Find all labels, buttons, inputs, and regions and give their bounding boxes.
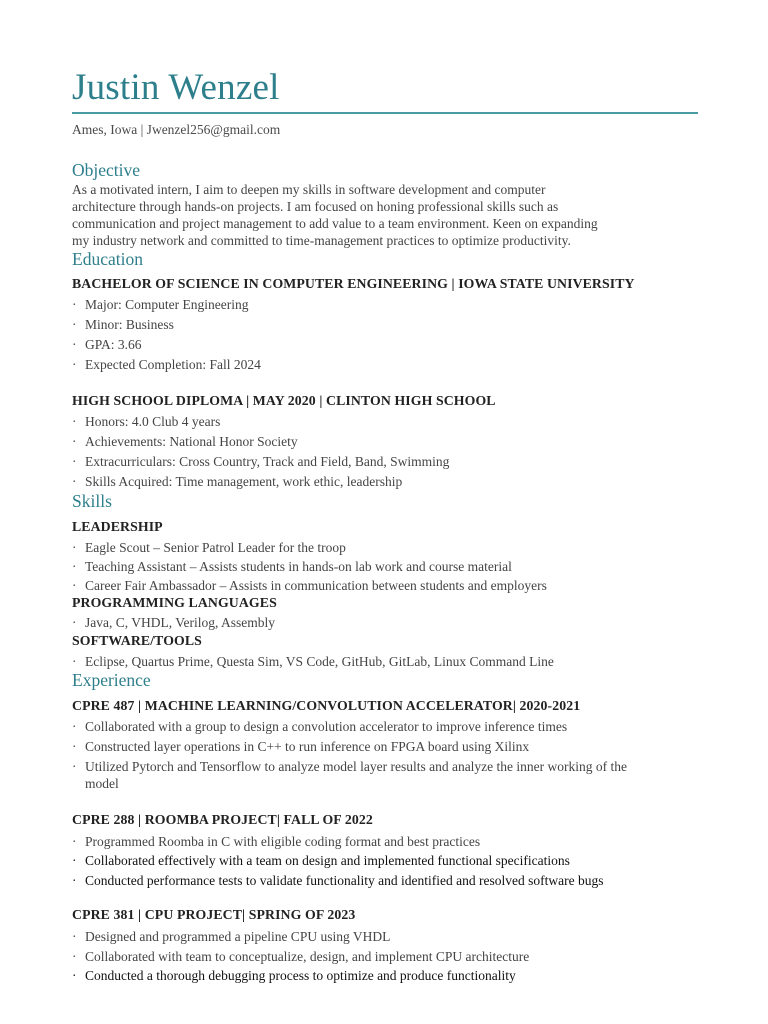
bullet-icon: ·: [72, 853, 77, 868]
education-heading: Education: [72, 249, 143, 269]
resume-name: Justin Wenzel: [72, 67, 280, 108]
skills-group-title: SOFTWARE/TOOLS: [72, 633, 202, 648]
education-entry-title: BACHELOR OF SCIENCE IN COMPUTER ENGINEERING | IOWA STATE UNIVERSITY: [72, 276, 635, 291]
objective-line: architecture through hands-on projects. I am focused on honing professional skills such as: [72, 199, 559, 214]
contact-info: Ames, Iowa | Jwenzel256@gmail.com: [72, 122, 281, 137]
bullet-icon: ·: [72, 317, 77, 332]
bullet-icon: ·: [72, 357, 77, 372]
bullet-icon: ·: [72, 540, 77, 555]
objective-heading: Objective: [72, 160, 141, 180]
bullet-icon: ·: [72, 434, 77, 449]
experience-entry-title: CPRE 288 | ROOMBA PROJECT| FALL OF 2022: [72, 812, 373, 827]
bullet-icon: ·: [72, 873, 77, 888]
bullet-icon: ·: [72, 337, 77, 352]
bullet-icon: ·: [72, 949, 77, 964]
objective-line: my industry network and committed to time-management practices to optimize productivity.: [72, 233, 571, 248]
skills-heading: Skills: [72, 491, 112, 511]
header-divider: [72, 112, 698, 114]
objective-text: [72, 181, 662, 249]
bullet-icon: ·: [72, 578, 77, 593]
objective-line: As a motivated intern, I aim to deepen my skills in software development and computer: [72, 182, 546, 197]
bullet-icon: ·: [72, 929, 77, 944]
bullet-icon: ·: [72, 739, 77, 754]
experience-entry-title: CPRE 487 | MACHINE LEARNING/CONVOLUTION ACCELERATOR| 2020-2021: [72, 698, 581, 713]
bullet-icon: ·: [72, 968, 77, 983]
bullet-icon: ·: [72, 834, 77, 849]
skills-group-title: PROGRAMMING LANGUAGES: [72, 595, 277, 610]
bullet-icon: ·: [72, 414, 77, 429]
experience-heading: Experience: [72, 670, 151, 690]
bullet-icon: ·: [72, 615, 77, 630]
bullet-icon: ·: [72, 474, 77, 489]
experience-entry-title: CPRE 381 | CPU PROJECT| SPRING OF 2023: [72, 907, 356, 922]
bullet-icon: ·: [72, 654, 77, 669]
bullet-icon: ·: [72, 559, 77, 574]
bullet-icon: ·: [72, 297, 77, 312]
education-entry-title: HIGH SCHOOL DIPLOMA | MAY 2020 | CLINTON HIGH SCHOOL: [72, 393, 496, 408]
bullet-icon: ·: [72, 719, 77, 734]
bullet-icon: ·: [72, 454, 77, 469]
skills-group-title: LEADERSHIP: [72, 519, 163, 534]
bullet-icon: ·: [72, 759, 77, 774]
objective-line: communication and project management to add value to a team environment. Keen on expanding: [72, 216, 598, 231]
